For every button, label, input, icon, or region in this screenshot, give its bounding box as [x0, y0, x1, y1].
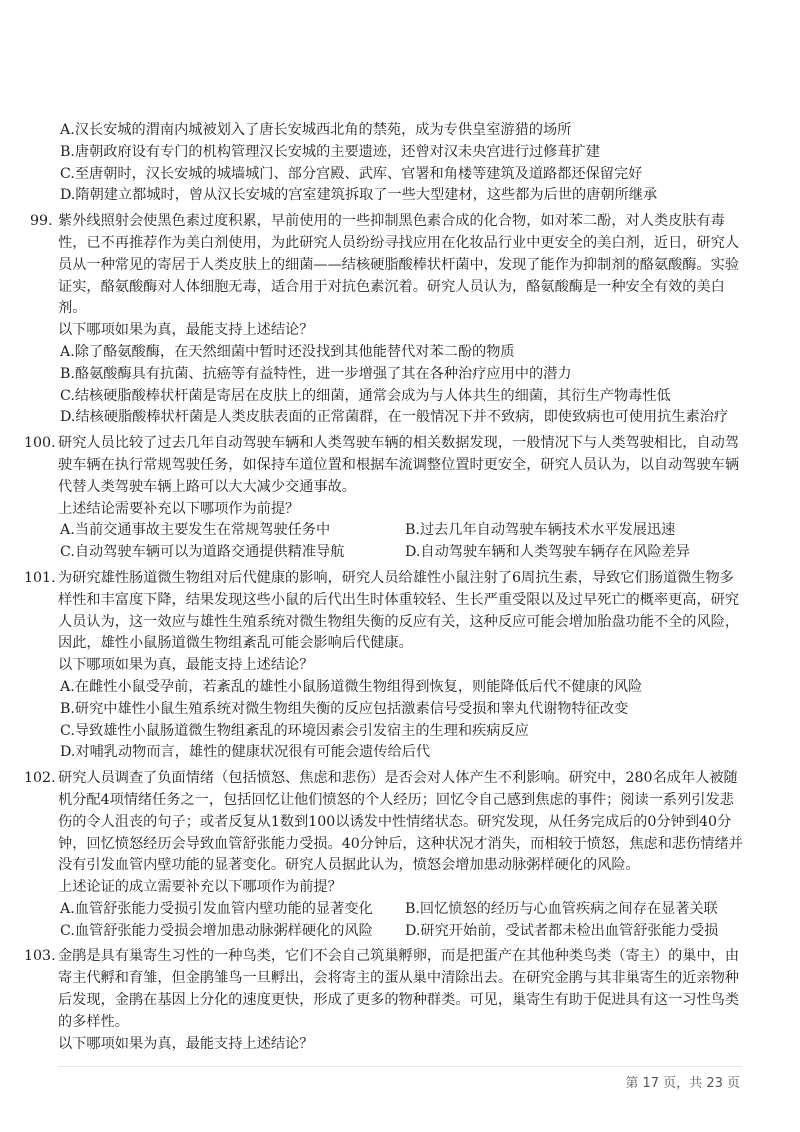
- question-stem: [58, 768, 758, 877]
- option-c: C.血管舒张能力受损会增加患动脉粥样硬化的风险: [60, 922, 373, 939]
- option-c: C.导致雄性小鼠肠道微生物组紊乱的环境因素会引发宿主的生理和疾病反应: [60, 722, 529, 739]
- stem-line: 性，已不再推荐作为美白剂使用，为此研究人员纷纷寻找应用在化妆品行业中更安全的美白剂，近日，研究人: [58, 234, 740, 251]
- question-stem: [58, 433, 758, 498]
- option-b: B.酪氨酸酶具有抗菌、抗癌等有益特性，进一步增强了其在各种治疗应用中的潜力: [60, 365, 572, 382]
- stem-line: 为研究雄性肠道微生物组对后代健康的影响，研究人员给雄性小鼠注射了6周抗生素，导致它们肠道微生物多: [58, 569, 734, 586]
- q98-option-c: C.至唐朝时，汉长安城的城墙城门、部分宫殿、武库、官署和角楼等建筑及道路都还保留完好: [60, 165, 643, 182]
- option-c: C.结核硬脂酸棒状杆菌是寄居在皮肤上的细菌，通常会成为与人体共生的细菌，其衍生产物毒性低: [60, 387, 671, 404]
- question-stem: [58, 211, 758, 320]
- question-101: [24, 568, 758, 764]
- options-row: [58, 542, 758, 564]
- stem-line: 后发现，金鹃在基因上分化的速度更快，形成了更多的物种群类。可见，巢寄生有助于促进具有这一习性鸟类: [58, 992, 740, 1009]
- q98-option-d: D.隋朝建立都城时，曾从汉长安城的宫室建筑拆取了一些大型建材，这些都为后世的唐朝所继承: [60, 187, 658, 204]
- stem-line: 研究人员调查了负面情绪（包括愤怒、焦虑和悲伤）是否会对人体产生不利影响。研究中，280名成年人被随: [58, 770, 738, 787]
- stem-line: 的多样性。: [58, 1013, 129, 1030]
- option-b: B.回忆愤怒的经历与心血管疾病之间存在显著关联: [405, 900, 718, 917]
- question-prompt: 以下哪项如果为真，最能支持上述结论？: [58, 1035, 314, 1052]
- stem-line: 证实，酪氨酸酶对人体细胞无毒，适合用于对抗色素沉着。研究人员认为，酪氨酸酶是一种安全有效的美白: [58, 278, 725, 295]
- question-number: 102.: [24, 770, 56, 787]
- option-d: D.结核硬脂酸棒状杆菌是人类皮肤表面的正常菌群，在一般情况下并不致病，即使致病也可使用抗生素治疗: [60, 409, 729, 426]
- question-number: 103.: [24, 948, 56, 965]
- stem-line: 因此，雄性小鼠肠道微生物组紊乱可能会影响后代健康。: [58, 635, 413, 652]
- stem-line: 没有引发血管内壁功能的显著变化。研究人员据此认为，愤怒会增加患动脉粥样硬化的风险。: [58, 857, 640, 874]
- stem-line: 伤的令人沮丧的句子；或者反复从1数到100以诱发中性情绪状态。研究发现，从任务完成后的0分钟到40分: [58, 813, 732, 830]
- option-b: B.研究中雄性小鼠生殖系统对微生物组失衡的反应包括激素信号受损和睾丸代谢物特征改变: [60, 700, 629, 717]
- stem-line: 寄主代孵和育雏，但金鹃雏鸟一旦孵出，会将寄主的蛋从巢中清除出去。在研究金鹃与其非巢寄生的近亲物种: [58, 970, 740, 987]
- question-stem: [58, 568, 758, 655]
- footer-divider: [58, 1066, 742, 1067]
- stem-line: 样性和丰富度下降，结果发现这些小鼠的后代出生时体重较轻、生长严重受限以及过早死亡的概率更高，研究: [58, 591, 740, 608]
- options-row: [58, 520, 758, 542]
- question-number: 101.: [24, 569, 56, 586]
- page-number: 第 17 页，共 23 页: [625, 1076, 740, 1091]
- option-d: D.对哺乳动物而言，雄性的健康状况很有可能会遗传给后代: [60, 744, 431, 761]
- option-a: A.在雌性小鼠受孕前，若紊乱的雄性小鼠肠道微生物组得到恢复，则能降低后代不健康的风险: [60, 678, 643, 695]
- question-prompt: 以下哪项如果为真，最能支持上述结论？: [58, 322, 314, 339]
- question-prompt: 以下哪项如果为真，最能支持上述结论？: [58, 657, 314, 674]
- q98-option-b: B.唐朝政府设有专门的机构管理汉长安城的主要遗迹，还曾对汉未央宫进行过修葺扩建: [60, 143, 600, 160]
- stem-line: 剂。: [58, 300, 87, 317]
- question-prompt: 上述论证的成立需要补充以下哪项作为前提？: [58, 879, 342, 896]
- stem-line: 驶车辆在执行常规驾驶任务，如保持车道位置和根据车流调整位置时更安全，研究人员认为，以自动驾驶车辆: [58, 456, 740, 473]
- option-b: B.过去几年自动驾驶车辆技术水平发展迅速: [405, 522, 676, 539]
- stem-line: 钟，回忆愤怒经历会导致血管舒张能力受损。40分钟后，这种状况才消失，而相较于愤怒，焦虑和悲伤情绪并: [58, 835, 743, 852]
- question-102: [24, 768, 758, 942]
- question-number: 99.: [30, 213, 53, 230]
- q98-option-a: A.汉长安城的渭南内城被划入了唐长安城西北角的禁苑，成为专供皇室游猎的场所: [60, 122, 572, 138]
- option-a: A.除了酪氨酸酶，在天然细菌中暂时还没找到其他能替代对苯二酚的物质: [60, 343, 515, 360]
- question-prompt: 上述结论需要补充以下哪项作为前提？: [58, 500, 300, 517]
- question-number: 100.: [24, 435, 56, 452]
- stem-line: 人员认为，这一效应与雄性生殖系统对微生物组失衡的反应有关，这种反应可能会增加胎盘功能不全的风险，: [58, 613, 740, 630]
- question-100: [24, 433, 758, 564]
- options-row: [58, 899, 758, 921]
- stem-line: 员从一种常见的寄居于人类皮肤上的细菌——结核硬脂酸棒状杆菌中，发现了能作为抑制剂的酪氨酸酶。实验: [58, 256, 740, 273]
- question-103: [24, 946, 758, 1055]
- question-stem: [58, 946, 758, 1033]
- option-d: D.自动驾驶车辆和人类驾驶车辆存在风险差异: [405, 544, 690, 561]
- stem-line: 代替人类驾驶车辆上路可以大大减少交通事故。: [58, 478, 356, 495]
- options-row: [58, 921, 758, 943]
- option-d: D.研究开始前，受试者都未检出血管舒张能力受损: [405, 922, 719, 939]
- question-98-options: [58, 120, 758, 207]
- stem-line: 机分配4项情绪任务之一，包括回忆让他们愤怒的个人经历；回忆令自己感到焦虑的事件；阅读一系列引发悲: [58, 791, 734, 808]
- question-99: [30, 211, 758, 429]
- page-content: [24, 120, 758, 1055]
- option-c: C.自动驾驶车辆可以为道路交通提供精准导航: [60, 544, 345, 561]
- option-a: A.血管舒张能力受损引发血管内壁功能的显著变化: [60, 900, 373, 917]
- stem-line: 研究人员比较了过去几年自动驾驶车辆和人类驾驶车辆的相关数据发现，一般情况下与人类驾驶相比，自动驾: [58, 435, 740, 452]
- stem-line: 金鹃是具有巢寄生习性的一种鸟类，它们不会自己筑巢孵卵，而是把蛋产在其他种类鸟类（寄主）的巢中，由: [58, 948, 740, 965]
- option-a: A.当前交通事故主要发生在常规驾驶任务中: [60, 522, 331, 539]
- stem-line: 紫外线照射会使黑色素过度积累，早前使用的一些抑制黑色素合成的化合物，如对苯二酚，对人类皮肤有毒: [58, 213, 725, 230]
